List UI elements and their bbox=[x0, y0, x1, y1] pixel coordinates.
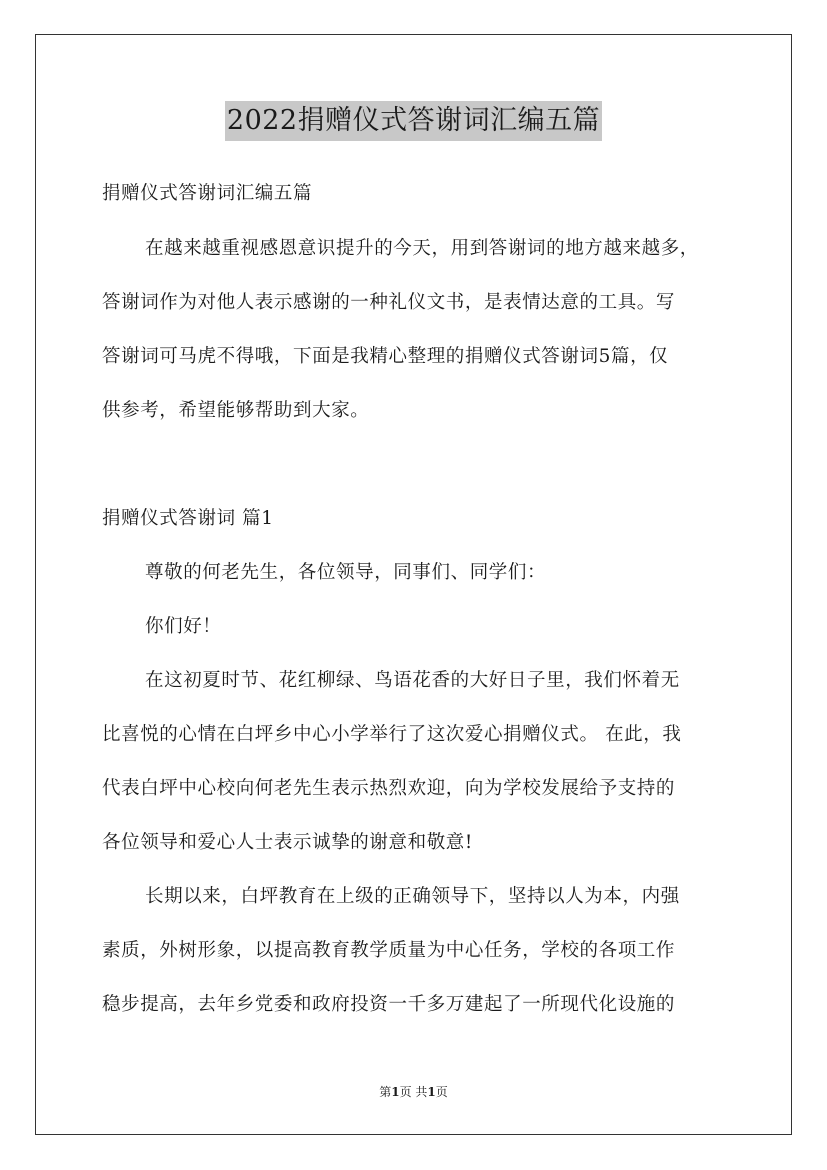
paragraph-line: 在越来越重视感恩意识提升的今天，用到答谢词的地方越来越多， bbox=[145, 238, 699, 259]
paragraph-line: 答谢词作为对他人表示感谢的一种礼仪文书，是表情达意的工具。写 bbox=[102, 292, 676, 313]
greeting-line: 你们好！ bbox=[145, 616, 222, 637]
paragraph-line: 在这初夏时节、花红柳绿、鸟语花香的大好日子里，我们怀着无 bbox=[145, 670, 680, 691]
title-container bbox=[0, 101, 827, 141]
paragraph-line: 素质，外树形象，以提高教育教学质量为中心任务，学校的各项工作 bbox=[102, 940, 676, 961]
paragraph-line: 长期以来，白坪教育在上级的正确领导下，坚持以人为本，内强 bbox=[145, 886, 680, 907]
paragraph-line: 各位领导和爱心人士表示诚挚的谢意和敬意! bbox=[102, 832, 473, 853]
paragraph-line: 稳步提高，去年乡党委和政府投资一千多万建起了一所现代化设施的 bbox=[102, 994, 676, 1015]
subtitle-line: 捐赠仪式答谢词汇编五篇 bbox=[102, 183, 313, 204]
paragraph-line: 比喜悦的心情在白坪乡中心小学举行了这次爱心捐赠仪式。 在此，我 bbox=[102, 724, 682, 745]
paragraph-line: 代表白坪中心校向何老先生表示热烈欢迎，向为学校发展给予支持的 bbox=[102, 778, 676, 799]
document-title: 2022捐赠仪式答谢词汇编五篇 bbox=[225, 101, 602, 141]
salutation-line: 尊敬的何老先生，各位领导，同事们、同学们： bbox=[145, 562, 547, 583]
footer-page-prefix: 第 bbox=[379, 1085, 392, 1099]
paragraph-line: 答谢词可马虎不得哦，下面是我精心整理的捐赠仪式答谢词5篇，仅 bbox=[102, 346, 669, 367]
footer-page-number: 1 bbox=[391, 1085, 400, 1099]
section-heading: 捐赠仪式答谢词 篇1 bbox=[102, 508, 274, 529]
footer-page-suffix: 页 共 bbox=[399, 1085, 428, 1099]
footer-total-suffix: 页 bbox=[435, 1085, 448, 1099]
footer-total-pages: 1 bbox=[427, 1085, 436, 1099]
paragraph-line: 供参考，希望能够帮助到大家。 bbox=[102, 400, 370, 421]
page-footer bbox=[0, 1084, 827, 1100]
